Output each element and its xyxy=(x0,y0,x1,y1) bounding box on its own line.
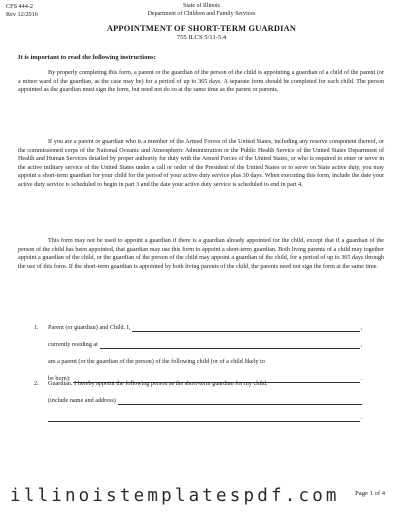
paragraph-3-text: This form may not be used to appoint a guardian if there is a guardian already appointed for the child, except that if a guardian of the person of the child has been appointed, that guardian may use this form to appoint a short-term guardian. Both living parents of a child may together appoint a guardian of the child, or the guardian of the person of the child may appoint a guardian of the child, for a period of up to 365 days through the use of this form. If the short-term guardian is appointed by both living parents of the child, the parents need not sign the form at the same time. xyxy=(18,238,384,270)
period: . xyxy=(360,414,362,421)
form-title: APPOINTMENT OF SHORT-TERM GUARDIAN xyxy=(106,24,297,33)
guardian-name-label: (include name and address) xyxy=(48,397,116,404)
guardian-name-address-field[interactable] xyxy=(118,397,362,405)
section-guardian xyxy=(34,378,362,422)
parent-name-label: Parent (or guardian) and Child. I, xyxy=(48,324,131,331)
relationship-row xyxy=(48,356,362,366)
department-name: Department of Children and Family Services xyxy=(147,10,256,17)
guardian-intro-text: Guardian. I hereby appoint the following person as the short-term guardian for my child: xyxy=(48,380,268,387)
instructions-paragraph-2 xyxy=(18,138,384,190)
page-number: Page 1 of 4 xyxy=(355,490,385,497)
form-number: CFS 444-2 xyxy=(6,3,33,10)
section-number: 2. xyxy=(34,380,39,387)
agency-block xyxy=(0,3,403,18)
site-watermark: illinoistemplatespdf.com xyxy=(10,486,340,506)
state-name: State of Illinois xyxy=(183,3,220,9)
guardian-address-field[interactable] xyxy=(48,414,360,422)
paragraph-1-text: By properly completing this form, a parent or the guardian of the person of the child is appointing a guardian of a child of the parent (or a minor ward of the guardian, as the case may be) for a period of up to 365 days. A separate form should be completed for each child. The person appointed as the guardian must sign the form, but need not do so at the same time as the parent or parents. xyxy=(18,70,384,94)
comma: , xyxy=(360,324,362,331)
form-revision: Rev 12/2016 xyxy=(6,10,38,18)
relationship-text: am a parent (or the guardian of the person) of the following child (or of a child likely to xyxy=(48,358,265,365)
instructions-heading: It is important to read the following instructions: xyxy=(18,54,156,61)
parent-name-field[interactable] xyxy=(132,324,360,332)
statute-citation: 755 ILCS 5/11-5.4 xyxy=(176,34,227,41)
child-born-label: be born): xyxy=(48,375,71,382)
section-number: 1. xyxy=(34,324,39,331)
guardian-intro-row xyxy=(34,378,362,388)
period: . xyxy=(360,375,362,382)
instructions-paragraph-3 xyxy=(18,237,384,271)
residence-address-field[interactable] xyxy=(100,341,361,349)
parent-name-row xyxy=(34,322,362,332)
instructions-paragraph-1 xyxy=(18,69,384,95)
residence-row xyxy=(48,339,362,349)
residence-label: currently residing at xyxy=(48,341,98,348)
guardian-address-row xyxy=(48,412,362,422)
guardian-name-row xyxy=(48,395,362,405)
paragraph-2-text: If you are a parent or guardian who is a member of the Armed Forces of the United States, including any reserve component thereof, or the commissioned corps of the National Oceanic and Atmospheric Administration or the Public Health Service of the United States Department of Health and Human Services detailed by proper authority for duty with the Armed Forces of the United States, or who is required to enter or serve in the active military service of the United States under a call or order of the President of the United States or to serve on State active duty, you may appoint a short-term guardian for your child for the period of your active duty service plus 30 days. When executing this form, include the date your active duty service is scheduled to begin in part 3 and the date your active duty service is scheduled to end in part 4. xyxy=(18,139,384,188)
comma: , xyxy=(360,341,362,348)
section-parent-and-child xyxy=(34,322,362,383)
